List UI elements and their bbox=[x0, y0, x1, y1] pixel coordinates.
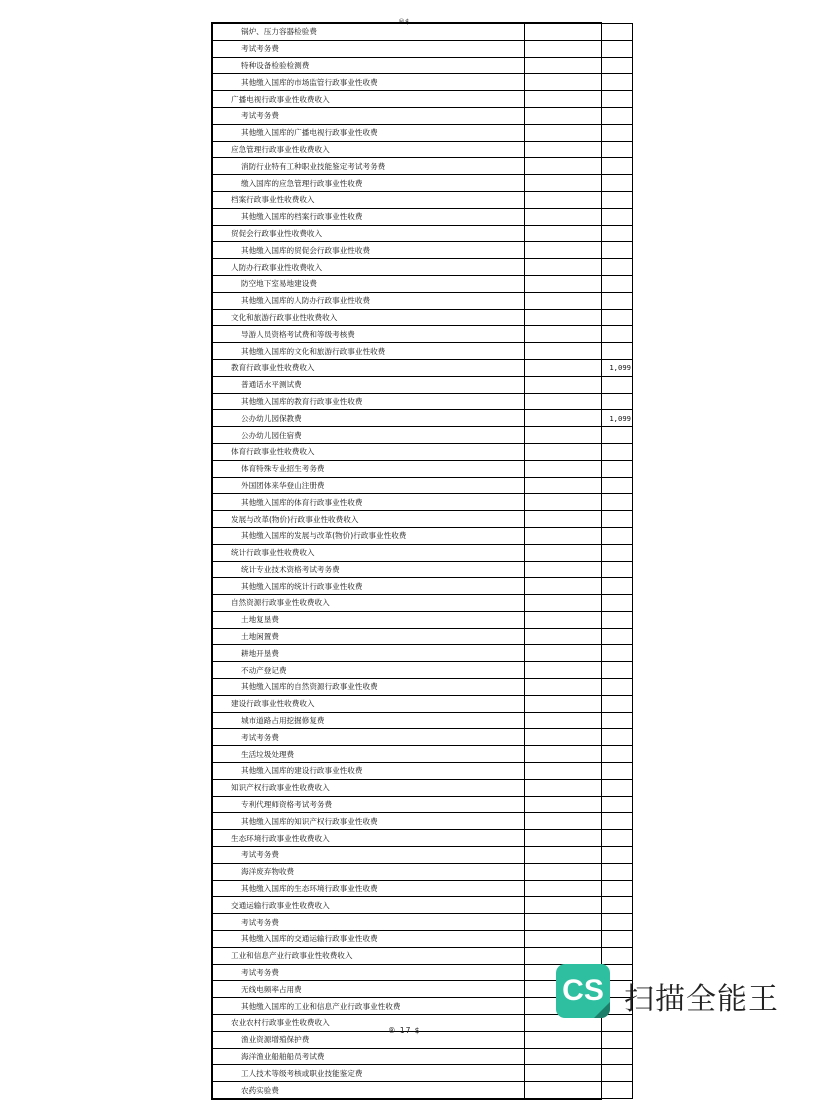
row-value bbox=[525, 494, 633, 511]
row-value bbox=[525, 1048, 633, 1065]
row-value bbox=[525, 662, 633, 679]
row-value bbox=[525, 326, 633, 343]
row-value bbox=[525, 897, 633, 914]
row-label: 其他缴入国库的人防办行政事业性收费 bbox=[213, 292, 525, 309]
row-label: 其他缴入国库的发展与改革(物价)行政事业性收费 bbox=[213, 527, 525, 544]
row-value bbox=[525, 191, 633, 208]
row-label: 教育行政事业性收费收入 bbox=[213, 359, 525, 376]
row-value bbox=[525, 242, 633, 259]
row-value bbox=[525, 393, 633, 410]
table-row bbox=[213, 74, 633, 91]
row-label: 特种设备检验检测费 bbox=[213, 57, 525, 74]
row-label: 交通运输行政事业性收费收入 bbox=[213, 897, 525, 914]
row-label: 考试考务费 bbox=[213, 729, 525, 746]
table-row bbox=[213, 359, 633, 376]
table-row bbox=[213, 427, 633, 444]
row-value bbox=[525, 931, 633, 948]
table-row bbox=[213, 947, 633, 964]
row-value bbox=[525, 796, 633, 813]
table-row bbox=[213, 578, 633, 595]
row-value bbox=[525, 175, 633, 192]
row-value bbox=[525, 91, 633, 108]
row-label: 考试考务费 bbox=[213, 40, 525, 57]
table-row bbox=[213, 208, 633, 225]
row-label: 体育行政事业性收费收入 bbox=[213, 443, 525, 460]
table-row bbox=[213, 443, 633, 460]
row-label: 消防行业特有工种职业技能鉴定考试考务费 bbox=[213, 158, 525, 175]
row-label: 其他缴入国库的生态环境行政事业性收费 bbox=[213, 880, 525, 897]
table-row bbox=[213, 662, 633, 679]
row-value bbox=[525, 24, 633, 41]
row-label: 公办幼儿园住宿费 bbox=[213, 427, 525, 444]
row-value bbox=[525, 527, 633, 544]
row-value bbox=[525, 561, 633, 578]
row-label: 专利代理师资格考试考务费 bbox=[213, 796, 525, 813]
row-value bbox=[525, 914, 633, 931]
row-label: 普通话水平测试费 bbox=[213, 376, 525, 393]
row-label: 其他缴入国库的市场监管行政事业性收费 bbox=[213, 74, 525, 91]
row-label: 不动产登记费 bbox=[213, 662, 525, 679]
row-label: 导游人员资格考试费和等级考核费 bbox=[213, 326, 525, 343]
row-label: 公办幼儿园保教费 bbox=[213, 410, 525, 427]
table-row bbox=[213, 544, 633, 561]
watermark-text: 扫描全能王 bbox=[624, 982, 779, 1017]
table-row bbox=[213, 914, 633, 931]
row-value bbox=[525, 57, 633, 74]
table-row bbox=[213, 746, 633, 763]
row-value bbox=[525, 880, 633, 897]
table-row bbox=[213, 863, 633, 880]
row-value bbox=[525, 124, 633, 141]
row-label: 其他缴入国库的知识产权行政事业性收费 bbox=[213, 813, 525, 830]
row-value bbox=[525, 511, 633, 528]
table-row bbox=[213, 494, 633, 511]
row-value bbox=[525, 158, 633, 175]
fee-table bbox=[211, 22, 631, 1100]
table-row bbox=[213, 124, 633, 141]
row-value bbox=[525, 947, 633, 964]
table-row bbox=[213, 830, 633, 847]
row-value bbox=[525, 544, 633, 561]
table-row bbox=[213, 309, 633, 326]
table-row bbox=[213, 511, 633, 528]
row-label: 广播电视行政事业性收费收入 bbox=[213, 91, 525, 108]
row-label: 缴入国库的应急管理行政事业性收费 bbox=[213, 175, 525, 192]
table-row bbox=[213, 813, 633, 830]
table-row bbox=[213, 712, 633, 729]
row-value: 1,099 bbox=[525, 359, 633, 376]
table-row bbox=[213, 326, 633, 343]
row-label: 其他缴入国库的文化和旅游行政事业性收费 bbox=[213, 343, 525, 360]
table-row bbox=[213, 561, 633, 578]
row-value bbox=[525, 863, 633, 880]
table-row bbox=[213, 1082, 633, 1099]
table-row bbox=[213, 628, 633, 645]
table-row bbox=[213, 729, 633, 746]
row-label: 其他缴入国库的工业和信息产业行政事业性收费 bbox=[213, 998, 525, 1015]
table-row bbox=[213, 1031, 633, 1048]
row-label: 渔业资源增殖保护费 bbox=[213, 1031, 525, 1048]
row-value bbox=[525, 275, 633, 292]
table-row bbox=[213, 91, 633, 108]
camscanner-logo-icon bbox=[556, 964, 610, 1018]
row-label: 海洋废弃物收费 bbox=[213, 863, 525, 880]
row-label: 自然资源行政事业性收费收入 bbox=[213, 595, 525, 612]
page-number: ® 17 $ bbox=[388, 1026, 421, 1035]
row-label: 其他缴入国库的档案行政事业性收费 bbox=[213, 208, 525, 225]
table-row bbox=[213, 410, 633, 427]
table-row bbox=[213, 24, 633, 41]
row-value bbox=[525, 645, 633, 662]
row-label: 工业和信息产业行政事业性收费收入 bbox=[213, 947, 525, 964]
row-value bbox=[525, 813, 633, 830]
row-label: 其他缴入国库的教育行政事业性收费 bbox=[213, 393, 525, 410]
row-label: 其他缴入国库的贸促会行政事业性收费 bbox=[213, 242, 525, 259]
table-row bbox=[213, 460, 633, 477]
table-row bbox=[213, 141, 633, 158]
row-label: 贸促会行政事业性收费收入 bbox=[213, 225, 525, 242]
row-value bbox=[525, 611, 633, 628]
table-row bbox=[213, 611, 633, 628]
table-row bbox=[213, 880, 633, 897]
table-row bbox=[213, 897, 633, 914]
table-row bbox=[213, 376, 633, 393]
row-label: 土地复垦费 bbox=[213, 611, 525, 628]
table-row bbox=[213, 763, 633, 780]
row-value bbox=[525, 477, 633, 494]
row-value bbox=[525, 460, 633, 477]
row-label: 其他缴入国库的广播电视行政事业性收费 bbox=[213, 124, 525, 141]
logo-lettering: CS bbox=[562, 974, 604, 1007]
table-row bbox=[213, 595, 633, 612]
row-value: 1,099 bbox=[525, 410, 633, 427]
row-label: 建设行政事业性收费收入 bbox=[213, 695, 525, 712]
table-row bbox=[213, 796, 633, 813]
row-value bbox=[525, 107, 633, 124]
row-value bbox=[525, 830, 633, 847]
row-label: 文化和旅游行政事业性收费收入 bbox=[213, 309, 525, 326]
row-label: 体育特殊专业招生考务费 bbox=[213, 460, 525, 477]
row-label: 其他缴入国库的交通运输行政事业性收费 bbox=[213, 931, 525, 948]
row-value bbox=[525, 729, 633, 746]
row-label: 工人技术等级考核或职业技能鉴定费 bbox=[213, 1065, 525, 1082]
row-value bbox=[525, 427, 633, 444]
row-value bbox=[525, 712, 633, 729]
row-value bbox=[525, 74, 633, 91]
row-value bbox=[525, 309, 633, 326]
row-label: 统计专业技术资格考试考务费 bbox=[213, 561, 525, 578]
table-row bbox=[213, 275, 633, 292]
row-value bbox=[525, 208, 633, 225]
table-row bbox=[213, 191, 633, 208]
row-value bbox=[525, 443, 633, 460]
table-row bbox=[213, 695, 633, 712]
row-value bbox=[525, 1082, 633, 1099]
table-row bbox=[213, 527, 633, 544]
row-label: 海洋渔业船舶船员考试费 bbox=[213, 1048, 525, 1065]
row-label: 其他缴入国库的统计行政事业性收费 bbox=[213, 578, 525, 595]
row-label: 农药实验费 bbox=[213, 1082, 525, 1099]
table-row bbox=[213, 158, 633, 175]
row-label: 生态环境行政事业性收费收入 bbox=[213, 830, 525, 847]
table-row bbox=[213, 1065, 633, 1082]
table-row bbox=[213, 225, 633, 242]
row-value bbox=[525, 292, 633, 309]
row-value bbox=[525, 225, 633, 242]
table-row bbox=[213, 1048, 633, 1065]
table-row bbox=[213, 847, 633, 864]
table-row bbox=[213, 40, 633, 57]
row-value bbox=[525, 847, 633, 864]
row-label: 考试考务费 bbox=[213, 914, 525, 931]
row-label: 土地闲置费 bbox=[213, 628, 525, 645]
row-value bbox=[525, 40, 633, 57]
table-row bbox=[213, 107, 633, 124]
table-row bbox=[213, 175, 633, 192]
header-mark: ®$ bbox=[398, 18, 410, 26]
row-value bbox=[525, 628, 633, 645]
row-value bbox=[525, 746, 633, 763]
row-value bbox=[525, 376, 633, 393]
row-label: 考试考务费 bbox=[213, 847, 525, 864]
table-row bbox=[213, 931, 633, 948]
row-value bbox=[525, 779, 633, 796]
row-value bbox=[525, 343, 633, 360]
row-value bbox=[525, 1031, 633, 1048]
row-value bbox=[525, 763, 633, 780]
row-label: 生活垃圾处理费 bbox=[213, 746, 525, 763]
table-row bbox=[213, 292, 633, 309]
row-label: 外国团体来华登山注册费 bbox=[213, 477, 525, 494]
row-label: 锅炉、压力容器检验费 bbox=[213, 24, 525, 41]
row-value bbox=[525, 1065, 633, 1082]
table-row bbox=[213, 393, 633, 410]
table-row bbox=[213, 242, 633, 259]
fee-table-body bbox=[213, 24, 633, 1099]
row-label: 其他缴入国库的建设行政事业性收费 bbox=[213, 763, 525, 780]
row-label: 农业农村行政事业性收费收入 bbox=[213, 1015, 525, 1032]
row-label: 耕地开垦费 bbox=[213, 645, 525, 662]
row-value bbox=[525, 679, 633, 696]
row-label: 防空地下室易地建设费 bbox=[213, 275, 525, 292]
row-value bbox=[525, 595, 633, 612]
table-row bbox=[213, 779, 633, 796]
row-label: 统计行政事业性收费收入 bbox=[213, 544, 525, 561]
table-row bbox=[213, 343, 633, 360]
row-label: 应急管理行政事业性收费收入 bbox=[213, 141, 525, 158]
row-value bbox=[525, 695, 633, 712]
row-label: 城市道路占用挖掘修复费 bbox=[213, 712, 525, 729]
row-label: 其他缴入国库的自然资源行政事业性收费 bbox=[213, 679, 525, 696]
row-value bbox=[525, 141, 633, 158]
row-label: 其他缴入国库的体育行政事业性收费 bbox=[213, 494, 525, 511]
row-label: 无线电频率占用费 bbox=[213, 981, 525, 998]
row-label: 知识产权行政事业性收费收入 bbox=[213, 779, 525, 796]
row-label: 考试考务费 bbox=[213, 107, 525, 124]
table-row bbox=[213, 259, 633, 276]
table-row bbox=[213, 679, 633, 696]
row-label: 档案行政事业性收费收入 bbox=[213, 191, 525, 208]
row-label: 发展与改革(物价)行政事业性收费收入 bbox=[213, 511, 525, 528]
table-row bbox=[213, 645, 633, 662]
row-label: 人防办行政事业性收费收入 bbox=[213, 259, 525, 276]
table-row bbox=[213, 477, 633, 494]
row-value bbox=[525, 578, 633, 595]
row-value bbox=[525, 259, 633, 276]
table-row bbox=[213, 57, 633, 74]
row-label: 考试考务费 bbox=[213, 964, 525, 981]
